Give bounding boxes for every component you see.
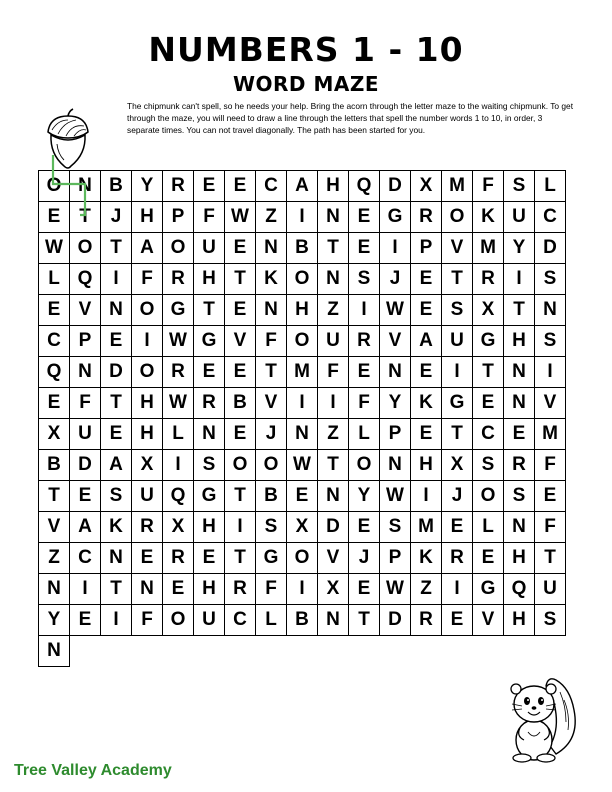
maze-cell[interactable]: O: [70, 233, 101, 264]
maze-cell[interactable]: O: [287, 264, 318, 295]
maze-cell[interactable]: E: [411, 419, 442, 450]
maze-cell[interactable]: I: [380, 233, 411, 264]
maze-cell[interactable]: T: [318, 233, 349, 264]
maze-cell[interactable]: K: [473, 202, 504, 233]
maze-cell[interactable]: K: [256, 264, 287, 295]
maze-cell[interactable]: M: [411, 512, 442, 543]
maze-cell[interactable]: M: [535, 419, 566, 450]
maze-cell[interactable]: E: [473, 543, 504, 574]
maze-cell[interactable]: Q: [349, 171, 380, 202]
maze-cell[interactable]: P: [70, 326, 101, 357]
maze-cell[interactable]: Q: [504, 574, 535, 605]
maze-cell[interactable]: X: [163, 512, 194, 543]
maze-cell[interactable]: N: [318, 202, 349, 233]
maze-cell[interactable]: H: [287, 295, 318, 326]
maze-cell[interactable]: F: [256, 326, 287, 357]
maze-cell[interactable]: S: [535, 264, 566, 295]
maze-cell[interactable]: Z: [256, 202, 287, 233]
maze-cell[interactable]: S: [380, 512, 411, 543]
maze-cell[interactable]: W: [380, 295, 411, 326]
maze-cell[interactable]: I: [411, 481, 442, 512]
maze-cell[interactable]: L: [535, 171, 566, 202]
maze-cell[interactable]: C: [39, 326, 70, 357]
maze-cell[interactable]: E: [349, 574, 380, 605]
maze-cell[interactable]: N: [318, 264, 349, 295]
maze-cell[interactable]: E: [411, 264, 442, 295]
maze-cell[interactable]: S: [535, 605, 566, 636]
maze-cell[interactable]: O: [132, 357, 163, 388]
maze-cell[interactable]: V: [473, 605, 504, 636]
maze-cell[interactable]: E: [39, 295, 70, 326]
maze-cell[interactable]: N: [318, 481, 349, 512]
maze-cell[interactable]: E: [349, 202, 380, 233]
maze-cell[interactable]: H: [132, 388, 163, 419]
maze-cell[interactable]: S: [504, 481, 535, 512]
maze-cell[interactable]: T: [225, 543, 256, 574]
maze-cell[interactable]: C: [70, 543, 101, 574]
maze-cell[interactable]: E: [225, 295, 256, 326]
maze-cell[interactable]: E: [225, 357, 256, 388]
maze-cell[interactable]: F: [194, 202, 225, 233]
maze-cell[interactable]: T: [535, 543, 566, 574]
maze-cell[interactable]: E: [411, 357, 442, 388]
maze-cell[interactable]: X: [39, 419, 70, 450]
maze-cell[interactable]: S: [535, 326, 566, 357]
maze-cell[interactable]: N: [380, 450, 411, 481]
maze-cell[interactable]: N: [504, 357, 535, 388]
maze-cell[interactable]: S: [349, 264, 380, 295]
maze-cell[interactable]: S: [442, 295, 473, 326]
maze-cell[interactable]: U: [535, 574, 566, 605]
maze-cell[interactable]: N: [504, 388, 535, 419]
maze-cell[interactable]: G: [194, 326, 225, 357]
maze-cell[interactable]: N: [380, 357, 411, 388]
maze-cell[interactable]: E: [411, 295, 442, 326]
maze-cell[interactable]: N: [39, 574, 70, 605]
maze-cell[interactable]: D: [70, 450, 101, 481]
maze-cell[interactable]: Y: [349, 481, 380, 512]
word-maze-grid[interactable]: [38, 170, 566, 667]
maze-cell[interactable]: N: [39, 636, 70, 667]
maze-cell[interactable]: W: [39, 233, 70, 264]
maze-cell[interactable]: R: [132, 512, 163, 543]
maze-cell[interactable]: F: [132, 264, 163, 295]
maze-cell[interactable]: P: [380, 419, 411, 450]
maze-cell[interactable]: E: [349, 233, 380, 264]
maze-cell[interactable]: U: [194, 233, 225, 264]
maze-cell[interactable]: K: [101, 512, 132, 543]
maze-cell[interactable]: B: [287, 605, 318, 636]
maze-cell[interactable]: D: [380, 605, 411, 636]
maze-cell[interactable]: X: [411, 171, 442, 202]
maze-cell[interactable]: T: [473, 357, 504, 388]
maze-cell[interactable]: S: [194, 450, 225, 481]
maze-cell[interactable]: T: [101, 574, 132, 605]
maze-cell[interactable]: E: [535, 481, 566, 512]
maze-cell[interactable]: E: [39, 202, 70, 233]
maze-cell[interactable]: P: [411, 233, 442, 264]
maze-cell[interactable]: K: [411, 388, 442, 419]
maze-cell[interactable]: W: [163, 388, 194, 419]
maze-cell[interactable]: V: [380, 326, 411, 357]
maze-cell[interactable]: R: [411, 605, 442, 636]
maze-cell[interactable]: E: [442, 605, 473, 636]
maze-cell[interactable]: D: [318, 512, 349, 543]
maze-cell[interactable]: B: [39, 450, 70, 481]
maze-cell[interactable]: H: [132, 419, 163, 450]
maze-cell[interactable]: W: [225, 202, 256, 233]
maze-cell[interactable]: S: [256, 512, 287, 543]
maze-cell[interactable]: R: [163, 357, 194, 388]
maze-cell[interactable]: N: [132, 574, 163, 605]
maze-cell[interactable]: U: [318, 326, 349, 357]
brand-footer: Tree Valley Academy: [14, 762, 172, 779]
page-subtitle: WORD MAZE: [232, 72, 380, 96]
maze-cell[interactable]: L: [39, 264, 70, 295]
maze-cell[interactable]: Y: [380, 388, 411, 419]
maze-cell[interactable]: T: [101, 233, 132, 264]
maze-cell[interactable]: X: [287, 512, 318, 543]
maze-cell[interactable]: Q: [163, 481, 194, 512]
maze-cell[interactable]: J: [101, 202, 132, 233]
maze-cell[interactable]: O: [163, 605, 194, 636]
maze-cell[interactable]: C: [535, 202, 566, 233]
maze-cell[interactable]: R: [473, 264, 504, 295]
maze-cell[interactable]: E: [163, 574, 194, 605]
maze-cell[interactable]: N: [101, 295, 132, 326]
maze-cell[interactable]: X: [318, 574, 349, 605]
maze-cell[interactable]: H: [194, 574, 225, 605]
maze-cell[interactable]: N: [194, 419, 225, 450]
maze-cell[interactable]: H: [504, 605, 535, 636]
maze-cell[interactable]: M: [442, 171, 473, 202]
maze-cell[interactable]: E: [194, 171, 225, 202]
maze-cell[interactable]: J: [256, 419, 287, 450]
maze-cell[interactable]: B: [287, 233, 318, 264]
maze-cell[interactable]: E: [287, 481, 318, 512]
maze-cell[interactable]: Z: [318, 295, 349, 326]
maze-cell[interactable]: E: [194, 543, 225, 574]
maze-cell[interactable]: H: [194, 512, 225, 543]
maze-cell[interactable]: N: [256, 295, 287, 326]
maze-cell[interactable]: R: [504, 450, 535, 481]
maze-cell[interactable]: V: [256, 388, 287, 419]
maze-cell[interactable]: R: [442, 543, 473, 574]
maze-cell[interactable]: A: [411, 326, 442, 357]
maze-cell[interactable]: O: [39, 171, 70, 202]
maze-cell[interactable]: Y: [504, 233, 535, 264]
maze-cell[interactable]: N: [70, 171, 101, 202]
maze-cell[interactable]: U: [442, 326, 473, 357]
maze-cell[interactable]: W: [163, 326, 194, 357]
maze-cell[interactable]: E: [39, 388, 70, 419]
maze-cell[interactable]: X: [132, 450, 163, 481]
maze-cell[interactable]: O: [287, 543, 318, 574]
maze-cell[interactable]: F: [349, 388, 380, 419]
maze-cell[interactable]: C: [225, 605, 256, 636]
maze-cell[interactable]: L: [256, 605, 287, 636]
maze-cell[interactable]: U: [70, 419, 101, 450]
maze-cell[interactable]: S: [504, 171, 535, 202]
maze-cell[interactable]: I: [163, 450, 194, 481]
acorn-icon: [40, 108, 96, 172]
maze-cell[interactable]: X: [442, 450, 473, 481]
maze-cell[interactable]: Z: [411, 574, 442, 605]
maze-cell[interactable]: O: [287, 326, 318, 357]
maze-cell[interactable]: E: [70, 605, 101, 636]
maze-cell[interactable]: H: [132, 202, 163, 233]
maze-cell[interactable]: L: [163, 419, 194, 450]
maze-cell[interactable]: V: [225, 326, 256, 357]
maze-cell[interactable]: V: [70, 295, 101, 326]
maze-cell[interactable]: S: [473, 450, 504, 481]
maze-cell[interactable]: I: [287, 388, 318, 419]
maze-cell[interactable]: I: [349, 295, 380, 326]
maze-cell[interactable]: I: [225, 512, 256, 543]
maze-cell[interactable]: C: [256, 171, 287, 202]
maze-cell[interactable]: I: [442, 357, 473, 388]
maze-cell[interactable]: T: [256, 357, 287, 388]
maze-cell[interactable]: O: [132, 295, 163, 326]
maze-cell[interactable]: T: [318, 450, 349, 481]
maze-cell[interactable]: G: [473, 574, 504, 605]
maze-cell[interactable]: J: [349, 543, 380, 574]
maze-cell[interactable]: V: [39, 512, 70, 543]
maze-cell[interactable]: J: [380, 264, 411, 295]
maze-cell[interactable]: H: [504, 543, 535, 574]
maze-cell[interactable]: H: [318, 171, 349, 202]
maze-cell[interactable]: A: [70, 512, 101, 543]
maze-cell[interactable]: R: [163, 543, 194, 574]
maze-cell[interactable]: R: [194, 388, 225, 419]
maze-cell[interactable]: O: [163, 233, 194, 264]
maze-cell[interactable]: Y: [132, 171, 163, 202]
maze-cell[interactable]: E: [132, 543, 163, 574]
maze-cell[interactable]: F: [70, 388, 101, 419]
maze-cell[interactable]: F: [132, 605, 163, 636]
maze-cell[interactable]: E: [349, 357, 380, 388]
maze-cell[interactable]: O: [473, 481, 504, 512]
maze-cell[interactable]: P: [163, 202, 194, 233]
maze-cell[interactable]: F: [535, 512, 566, 543]
maze-cell[interactable]: G: [256, 543, 287, 574]
maze-cell[interactable]: O: [256, 450, 287, 481]
maze-cell[interactable]: D: [101, 357, 132, 388]
maze-cell[interactable]: F: [256, 574, 287, 605]
maze-cell[interactable]: L: [349, 419, 380, 450]
maze-cell[interactable]: I: [535, 357, 566, 388]
maze-cell[interactable]: G: [194, 481, 225, 512]
maze-cell[interactable]: M: [287, 357, 318, 388]
maze-cell[interactable]: T: [442, 419, 473, 450]
maze-cell[interactable]: E: [349, 512, 380, 543]
maze-cell[interactable]: E: [101, 419, 132, 450]
maze-cell[interactable]: G: [473, 326, 504, 357]
maze-cell[interactable]: W: [380, 574, 411, 605]
maze-cell[interactable]: I: [287, 574, 318, 605]
maze-cell[interactable]: B: [256, 481, 287, 512]
maze-cell[interactable]: Z: [318, 419, 349, 450]
maze-cell[interactable]: A: [287, 171, 318, 202]
maze-cell[interactable]: Q: [39, 357, 70, 388]
maze-cell[interactable]: R: [411, 202, 442, 233]
maze-cell[interactable]: E: [442, 512, 473, 543]
maze-cell[interactable]: O: [225, 450, 256, 481]
maze-cell[interactable]: G: [442, 388, 473, 419]
maze-cell[interactable]: T: [194, 295, 225, 326]
maze-cell[interactable]: U: [504, 202, 535, 233]
maze-cell[interactable]: E: [225, 171, 256, 202]
maze-cell[interactable]: F: [318, 357, 349, 388]
maze-cell[interactable]: E: [225, 419, 256, 450]
maze-cell[interactable]: L: [473, 512, 504, 543]
maze-cell[interactable]: O: [349, 450, 380, 481]
maze-cell[interactable]: C: [473, 419, 504, 450]
maze-cell[interactable]: E: [504, 419, 535, 450]
maze-cell[interactable]: H: [504, 326, 535, 357]
maze-cell[interactable]: R: [163, 264, 194, 295]
maze-cell[interactable]: N: [287, 419, 318, 450]
maze-cell[interactable]: T: [504, 295, 535, 326]
maze-cell[interactable]: N: [256, 233, 287, 264]
maze-cell[interactable]: R: [349, 326, 380, 357]
maze-cell[interactable]: N: [70, 357, 101, 388]
maze-cell[interactable]: N: [318, 605, 349, 636]
maze-cell[interactable]: T: [70, 202, 101, 233]
maze-cell[interactable]: T: [442, 264, 473, 295]
maze-cell[interactable]: U: [194, 605, 225, 636]
instructions-text: The chipmunk can't spell, so he needs your help. Bring the acorn through the letter maze to the waiting chipmunk. To get through the maze, you will need to draw a line through the letters that spell the number words 1 to 10, in order, 3 separate times. You can not travel diagonally. The path has been started for you.: [127, 101, 574, 136]
maze-cell[interactable]: I: [132, 326, 163, 357]
maze-cell[interactable]: V: [535, 388, 566, 419]
maze-cell[interactable]: O: [442, 202, 473, 233]
maze-cell[interactable]: H: [411, 450, 442, 481]
maze-cell[interactable]: E: [70, 481, 101, 512]
maze-cell[interactable]: Q: [70, 264, 101, 295]
maze-cell[interactable]: X: [473, 295, 504, 326]
maze-cell[interactable]: N: [101, 543, 132, 574]
maze-cell[interactable]: W: [287, 450, 318, 481]
maze-cell[interactable]: V: [442, 233, 473, 264]
maze-cell[interactable]: F: [535, 450, 566, 481]
maze-cell[interactable]: N: [535, 295, 566, 326]
maze-cell[interactable]: A: [132, 233, 163, 264]
maze-cell[interactable]: N: [504, 512, 535, 543]
maze-cell[interactable]: R: [163, 171, 194, 202]
maze-cell[interactable]: I: [101, 264, 132, 295]
maze-cell[interactable]: A: [101, 450, 132, 481]
maze-cell[interactable]: J: [442, 481, 473, 512]
maze-cell[interactable]: U: [132, 481, 163, 512]
maze-cell[interactable]: Z: [39, 543, 70, 574]
maze-cell[interactable]: M: [473, 233, 504, 264]
maze-cell[interactable]: E: [101, 326, 132, 357]
maze-cell[interactable]: F: [473, 171, 504, 202]
maze-cell[interactable]: P: [380, 543, 411, 574]
maze-cell[interactable]: K: [411, 543, 442, 574]
maze-cell[interactable]: T: [225, 264, 256, 295]
maze-cell[interactable]: I: [504, 264, 535, 295]
maze-cell[interactable]: T: [349, 605, 380, 636]
maze-cell[interactable]: I: [442, 574, 473, 605]
maze-cell[interactable]: B: [101, 171, 132, 202]
maze-cell[interactable]: I: [101, 605, 132, 636]
chipmunk-icon: [494, 666, 584, 766]
maze-cell[interactable]: Y: [39, 605, 70, 636]
maze-cell[interactable]: T: [39, 481, 70, 512]
maze-cell[interactable]: S: [101, 481, 132, 512]
maze-cell[interactable]: G: [163, 295, 194, 326]
maze-cell[interactable]: T: [225, 481, 256, 512]
maze-cell[interactable]: R: [225, 574, 256, 605]
maze-cell[interactable]: T: [101, 388, 132, 419]
maze-cell[interactable]: E: [225, 233, 256, 264]
maze-cell[interactable]: D: [380, 171, 411, 202]
maze-cell[interactable]: E: [473, 388, 504, 419]
maze-cell[interactable]: E: [194, 357, 225, 388]
maze-cell[interactable]: I: [318, 388, 349, 419]
maze-cell[interactable]: I: [287, 202, 318, 233]
maze-cell[interactable]: D: [535, 233, 566, 264]
page-title: NUMBERS 1 - 10: [148, 30, 464, 69]
maze-cell[interactable]: W: [380, 481, 411, 512]
maze-cell[interactable]: H: [194, 264, 225, 295]
maze-cell[interactable]: V: [318, 543, 349, 574]
maze-cell[interactable]: B: [225, 388, 256, 419]
maze-cell[interactable]: G: [380, 202, 411, 233]
maze-cell[interactable]: I: [70, 574, 101, 605]
